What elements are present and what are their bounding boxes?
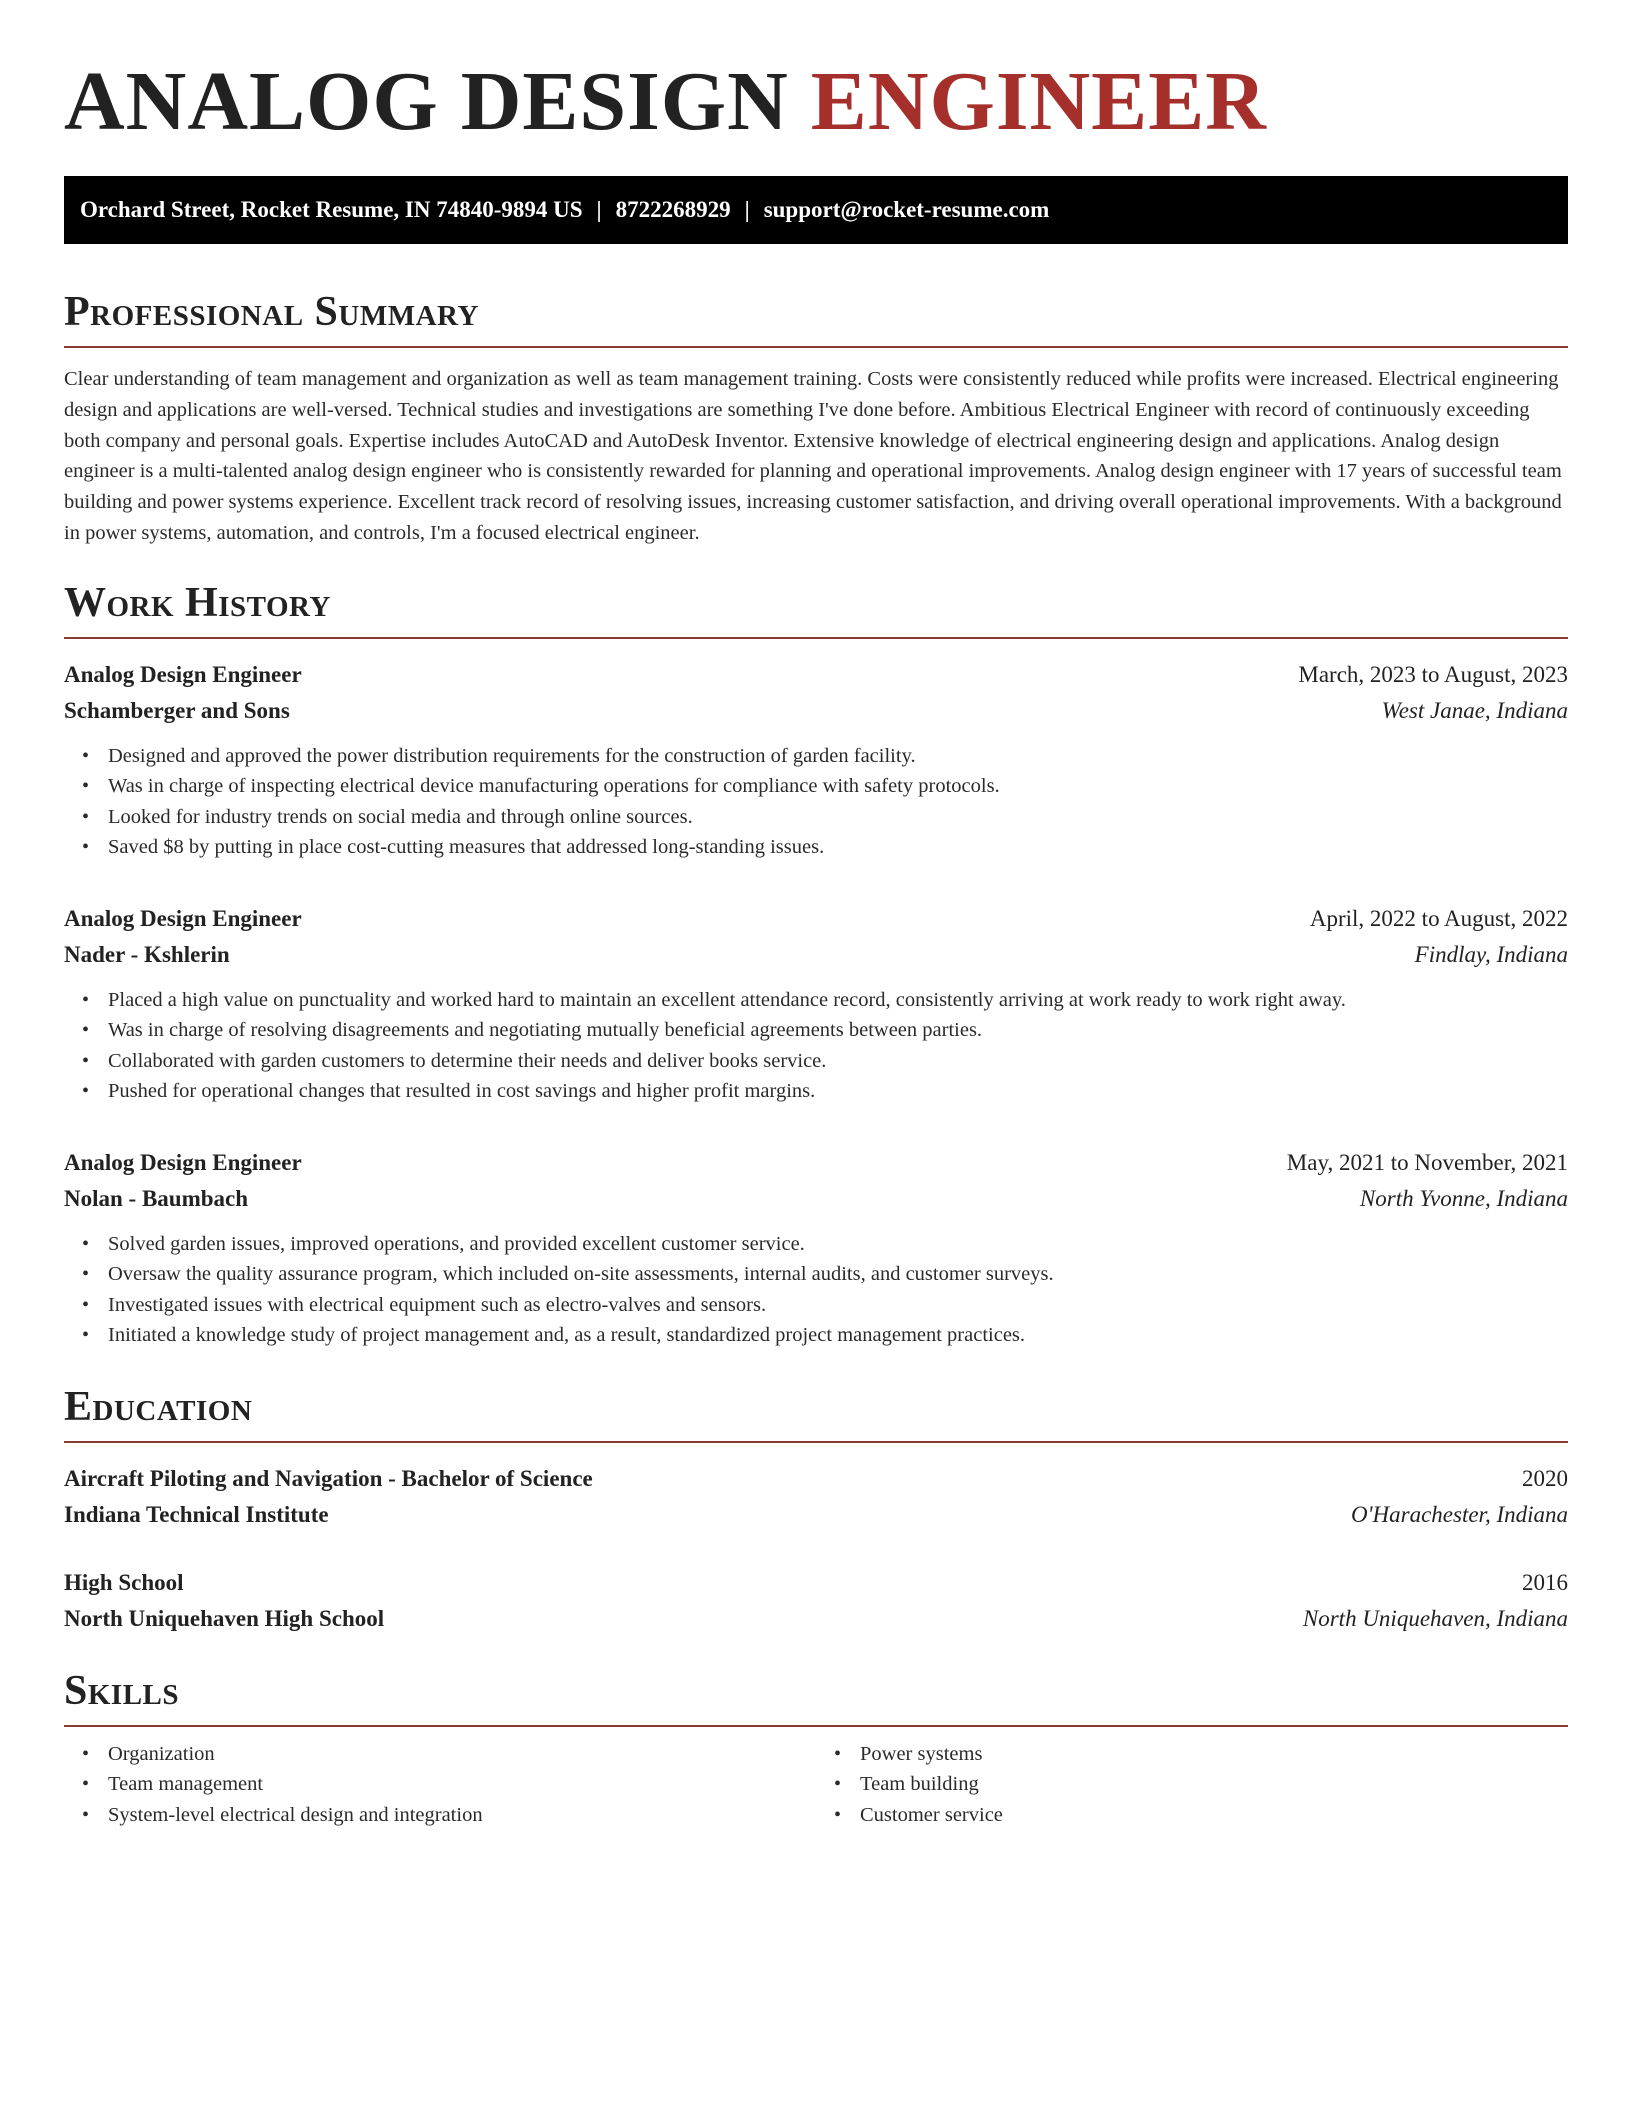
section-divider [64,637,1568,639]
resume-name [64,0,1568,152]
job-bullet: • Oversaw the quality assurance program, which included on-site assessments, internal audits, and customer surveys. [108,1259,1568,1290]
skill-item: • Customer service [860,1800,1568,1831]
skill-item: • Team building [860,1769,1568,1800]
skills-column-left [64,1739,816,1831]
education-year: 2016 [1522,1569,1568,1595]
contact-address: Orchard Street, Rocket Resume, IN 74840-9894 US [80,197,583,222]
job-bullet: • Looked for industry trends on social media and through online sources. [108,802,1568,833]
job-entry [64,901,1568,1107]
section-divider [64,1725,1568,1727]
section-title-summary: Professional Summary [64,289,479,335]
job-header-row [64,1145,1568,1181]
education-degree: High School [64,1569,184,1595]
education-school-row [64,1601,1568,1637]
job-company-row [64,693,1568,729]
job-location: West Janae, Indiana [1381,697,1568,723]
job-bullet: • Was in charge of resolving disagreements and negotiating mutually beneficial agreements between parties. [108,1015,1568,1046]
summary-section [64,284,1568,549]
skills-section [64,1663,1568,1831]
education-degree-row [64,1565,1568,1601]
skill-item: • Power systems [860,1739,1568,1770]
section-title-education: Education [64,1383,253,1430]
job-bullet: • Initiated a knowledge study of project management and, as a result, standardized project management practices. [108,1320,1568,1351]
job-bullet: • Pushed for operational changes that resulted in cost savings and higher profit margins. [108,1076,1568,1107]
education-location: North Uniquehaven, Indiana [1302,1605,1568,1631]
education-entry [64,1565,1568,1637]
education-school: Indiana Technical Institute [64,1501,329,1527]
job-company: Schamberger and Sons [64,697,290,723]
job-bullets [64,1229,1568,1351]
contact-separator: | [744,197,750,222]
skills-column-right [816,1739,1568,1831]
job-dates: March, 2023 to August, 2023 [1298,661,1568,687]
job-bullet: • Collaborated with garden customers to determine their needs and deliver books service. [108,1046,1568,1077]
job-header-row [64,901,1568,937]
section-title-skills: Skills [64,1667,180,1714]
name-primary: ANALOG DESIGN [64,55,789,148]
contact-phone[interactable]: 8722268929 [615,197,731,222]
job-dates: April, 2022 to August, 2022 [1309,905,1568,931]
education-year: 2020 [1522,1465,1568,1491]
job-bullets [64,985,1568,1107]
name-accent: ENGINEER [810,55,1267,148]
job-header-row [64,657,1568,693]
education-school: North Uniquehaven High School [64,1605,385,1631]
education-location: O'Harachester, Indiana [1350,1501,1568,1527]
section-divider [64,1441,1568,1443]
education-degree: Aircraft Piloting and Navigation - Bachelor of Science [64,1465,593,1491]
job-company: Nader - Kshlerin [64,941,230,967]
job-bullet: • Solved garden issues, improved operations, and provided excellent customer service. [108,1229,1568,1260]
job-bullet: • Was in charge of inspecting electrical device manufacturing operations for compliance with safety protocols. [108,771,1568,802]
job-title: Analog Design Engineer [64,1149,302,1175]
job-bullet: • Investigated issues with electrical equipment such as electro-valves and sensors. [108,1290,1568,1321]
job-bullet: • Designed and approved the power distribution requirements for the construction of garden facility. [108,741,1568,772]
skill-item: • Team management [108,1769,816,1800]
section-divider [64,346,1568,348]
job-company-row [64,937,1568,973]
education-degree-row [64,1461,1568,1497]
job-bullet: • Saved $8 by putting in place cost-cutting measures that addressed long-standing issues. [108,832,1568,863]
contact-separator: | [596,197,602,222]
skills-grid [64,1739,1568,1831]
job-entry [64,657,1568,863]
job-company-row [64,1181,1568,1217]
section-title-work: Work History [64,579,331,626]
job-title: Analog Design Engineer [64,905,302,931]
contact-bar [64,176,1568,244]
job-entry [64,1145,1568,1351]
job-location: Findlay, Indiana [1414,941,1568,967]
contact-email[interactable]: support@rocket-resume.com [763,197,1050,222]
job-bullet: • Placed a high value on punctuality and worked hard to maintain an excellent attendance record, consistently arriving at work ready to work right away. [108,985,1568,1016]
job-dates: May, 2021 to November, 2021 [1286,1149,1568,1175]
job-company: Nolan - Baumbach [64,1185,249,1211]
skill-item: • Organization [108,1739,816,1770]
job-title: Analog Design Engineer [64,661,302,687]
education-entry [64,1461,1568,1533]
summary-text: Clear understanding of team management and organization as well as team management training. Costs were consistently reduced while profits were increased. Electrical engineering design and applications are well-versed. Technical studies and investigations are something I've done before. Ambitious Electrical Engineer with record of continuously exceeding both company and personal goals. Expertise includes AutoCAD and AutoDesk Inventor. Extensive knowledge of electrical engineering design and applications. Analog design engineer is a multi-talented analog design engineer who is consistently rewarded for planning and operational improvements. Analog design engineer with 17 years of successful team building and power systems experience. Excellent track record of resolving issues, increasing customer satisfaction, and driving overall operational improvements. With a background in power systems, automation, and controls, I'm a focused electrical engineer. [64,368,1562,544]
skill-item: • System-level electrical design and integration [108,1800,816,1831]
job-location: North Yvonne, Indiana [1359,1185,1568,1211]
work-history-section [64,575,1568,1351]
job-bullets [64,741,1568,863]
education-school-row [64,1497,1568,1533]
education-section [64,1379,1568,1637]
